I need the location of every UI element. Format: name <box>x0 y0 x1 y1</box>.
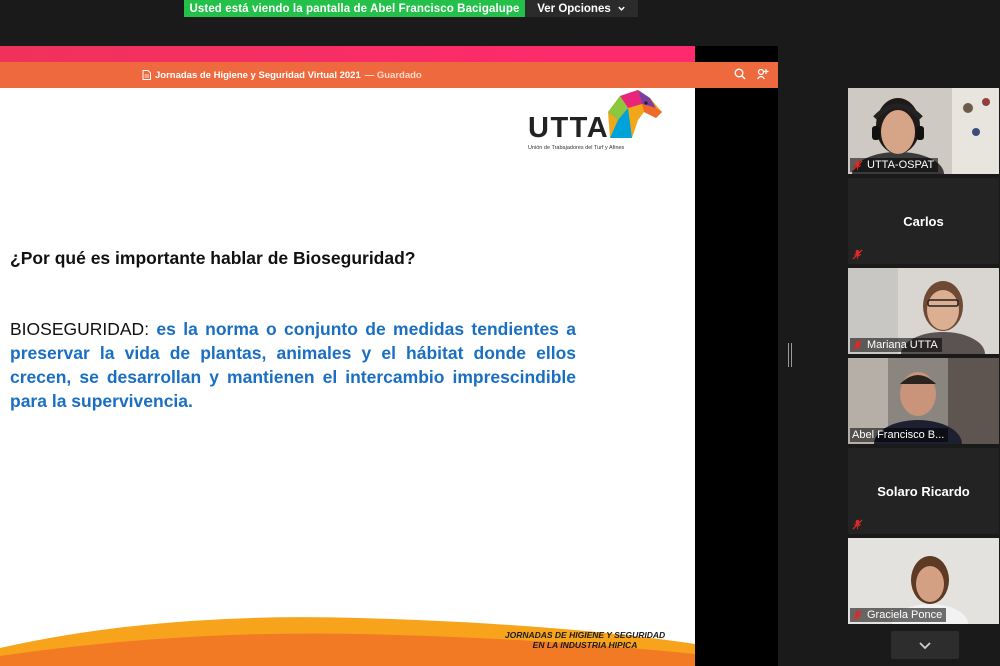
participant-name-label <box>850 608 946 622</box>
saved-status: — Guardado <box>364 69 422 81</box>
slide-top-band <box>0 46 695 62</box>
shared-screen <box>0 46 778 666</box>
muted-mic-icon <box>852 610 863 621</box>
slide-canvas <box>0 88 695 666</box>
footer-line-1: JORNADAS DE HIGIENE Y SEGURIDAD <box>504 630 666 640</box>
share-notice-text: Usted está viendo la pantalla de Abel Francisco Bacigalupe <box>189 2 520 15</box>
chevron-down-icon <box>617 4 626 13</box>
participant-name-label <box>850 428 948 442</box>
definition-term: BIOSEGURIDAD: <box>10 319 150 339</box>
presentation-app <box>0 46 778 666</box>
shared-screen-black-edge <box>695 46 778 62</box>
document-title-text: Jornadas de Higiene y Seguridad Virtual 2021 <box>155 69 361 81</box>
participant-name: Mariana UTTA <box>867 339 938 351</box>
participant-tile[interactable] <box>848 178 999 264</box>
chevron-down-icon <box>918 641 932 650</box>
participant-name: UTTA-OSPAT <box>867 159 935 171</box>
participant-name: Solaro Ricardo <box>877 483 970 499</box>
definition-paragraph <box>10 317 576 413</box>
gallery-scroll-down-button[interactable] <box>891 631 959 659</box>
participant-name: Graciela Ponce <box>867 609 943 621</box>
participant-tile[interactable] <box>848 268 999 354</box>
participant-name-label <box>850 338 942 352</box>
muted-mic-icon <box>852 160 863 171</box>
participant-tile-active-speaker[interactable] <box>848 358 999 444</box>
logo-subtitle: Unión de Trabajadores del Turf y Afines <box>528 145 625 151</box>
participant-name: Carlos <box>903 213 944 229</box>
muted-mic-icon <box>852 249 863 260</box>
view-options-label: Ver Opciones <box>537 2 611 15</box>
slide-footer-text <box>480 630 690 650</box>
muted-mic-icon <box>852 340 863 351</box>
view-options-button[interactable] <box>525 0 638 17</box>
participant-name: Abel Francisco B... <box>852 429 945 441</box>
participant-name-label <box>850 158 938 172</box>
search-icon[interactable] <box>733 67 747 81</box>
participant-tile[interactable] <box>848 538 999 624</box>
footer-line-2: EN LA INDUSTRIA HIPICA <box>532 640 638 650</box>
utta-logo <box>528 90 668 160</box>
presentation-title-bar <box>0 62 778 88</box>
definition-text: es la norma o conjunto de medidas tendientes a preservar la vida de plantas, animales y el hábitat donde ellos crecen, se desarrollan y mantienen el intercambio imprescindible para la supervivencia. <box>10 319 576 411</box>
participant-tile[interactable] <box>848 88 999 174</box>
document-icon <box>142 70 151 80</box>
share-icon[interactable] <box>756 67 770 81</box>
slide-heading: ¿Por qué es importante hablar de Bioseguridad? <box>10 248 416 268</box>
panel-resize-handle[interactable] <box>788 343 792 367</box>
screen-share-notice <box>184 0 525 17</box>
logo-text: UTTA <box>528 112 610 144</box>
document-title <box>142 62 422 88</box>
muted-mic-icon <box>852 519 863 530</box>
participant-tile[interactable] <box>848 448 999 534</box>
